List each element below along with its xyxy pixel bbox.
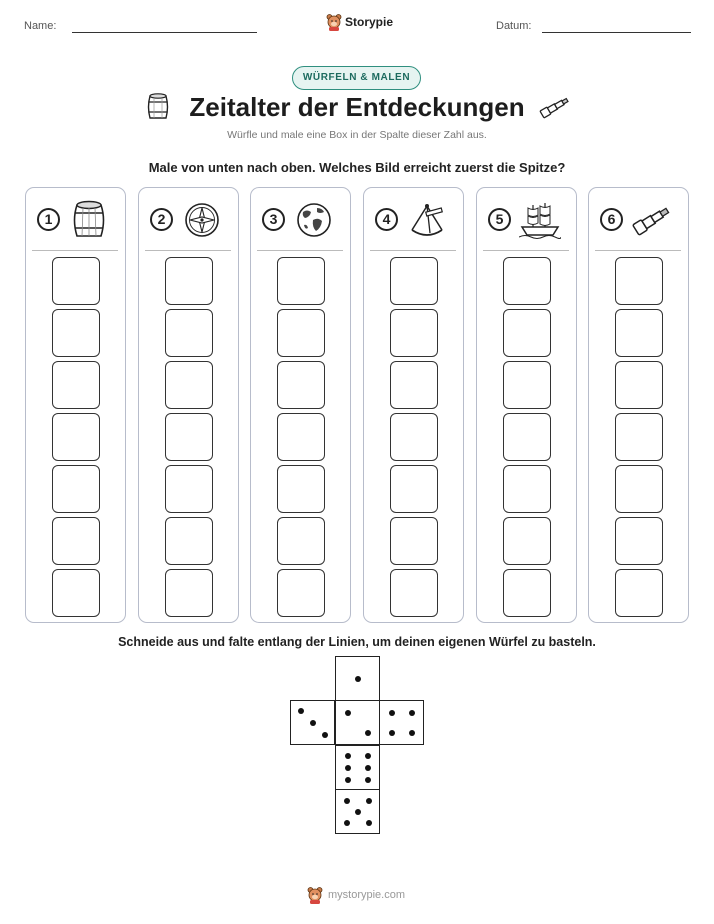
globe-icon [293, 200, 335, 240]
color-box[interactable] [615, 465, 663, 513]
pip [365, 765, 371, 771]
color-box[interactable] [277, 465, 325, 513]
column-6 [588, 187, 689, 623]
pip [322, 732, 328, 738]
color-box[interactable] [277, 517, 325, 565]
column-number: 3 [262, 208, 285, 231]
color-box[interactable] [165, 413, 213, 461]
pip [344, 798, 350, 804]
pip [365, 730, 371, 736]
brand-name: Storypie [345, 15, 394, 29]
column-number: 2 [150, 208, 173, 231]
column-2 [138, 187, 239, 623]
color-box[interactable] [390, 361, 438, 409]
name-line[interactable] [72, 32, 257, 33]
pip [344, 820, 350, 826]
column-number: 5 [488, 208, 511, 231]
pip [389, 710, 395, 716]
color-box[interactable] [390, 309, 438, 357]
pip [389, 730, 395, 736]
pip [366, 820, 372, 826]
column-4 [363, 187, 464, 623]
die-face-5 [335, 789, 380, 834]
spyglass-icon [538, 92, 572, 122]
die-face-1 [335, 656, 380, 701]
color-box[interactable] [503, 569, 551, 617]
column-divider [483, 250, 569, 251]
color-box[interactable] [165, 257, 213, 305]
color-box[interactable] [165, 517, 213, 565]
brand-logo [326, 13, 393, 31]
bear-mascot-icon [307, 886, 323, 904]
color-box[interactable] [390, 413, 438, 461]
color-box[interactable] [615, 569, 663, 617]
spyglass-icon [631, 200, 673, 240]
pip [409, 730, 415, 736]
color-box[interactable] [503, 465, 551, 513]
footer-url[interactable]: mystorypie.com [328, 889, 406, 901]
pip [345, 753, 351, 759]
color-box[interactable] [503, 413, 551, 461]
color-box[interactable] [165, 569, 213, 617]
pip [365, 777, 371, 783]
color-box[interactable] [503, 309, 551, 357]
color-box[interactable] [165, 465, 213, 513]
pip [355, 676, 361, 682]
pip [355, 809, 361, 815]
die-face-3 [290, 700, 335, 745]
pip [345, 765, 351, 771]
color-box[interactable] [52, 361, 100, 409]
color-box[interactable] [52, 465, 100, 513]
sextant-icon [406, 200, 448, 240]
color-box[interactable] [52, 569, 100, 617]
color-box[interactable] [277, 257, 325, 305]
column-divider [32, 250, 118, 251]
color-box[interactable] [503, 517, 551, 565]
color-box[interactable] [165, 361, 213, 409]
color-box[interactable] [615, 413, 663, 461]
color-box[interactable] [52, 309, 100, 357]
cut-instruction: Schneide aus und falte entlang der Linien, um deinen eigenen Würfel zu basteln. [118, 635, 596, 649]
compass-icon [181, 200, 223, 240]
pip [298, 708, 304, 714]
color-box[interactable] [503, 361, 551, 409]
pip [409, 710, 415, 716]
pip [345, 777, 351, 783]
question: Male von unten nach oben. Welches Bild erreicht zuerst die Spitze? [148, 160, 566, 175]
column-number: 6 [600, 208, 623, 231]
color-box[interactable] [165, 309, 213, 357]
footer [307, 886, 405, 904]
color-box[interactable] [615, 309, 663, 357]
barrel-icon [68, 200, 110, 240]
color-box[interactable] [615, 517, 663, 565]
name-label: Name: [24, 20, 57, 32]
column-divider [370, 250, 456, 251]
color-box[interactable] [615, 257, 663, 305]
column-divider [145, 250, 231, 251]
color-box[interactable] [503, 257, 551, 305]
column-divider [595, 250, 681, 251]
date-line[interactable] [542, 32, 691, 33]
column-5 [476, 187, 577, 623]
subtitle: Würfle und male eine Box in der Spalte dieser Zahl aus. [227, 129, 487, 141]
category-badge: WÜRFELN & MALEN [292, 66, 421, 90]
color-box[interactable] [390, 257, 438, 305]
pip [345, 710, 351, 716]
color-box[interactable] [277, 413, 325, 461]
color-box[interactable] [390, 517, 438, 565]
color-box[interactable] [52, 517, 100, 565]
color-box[interactable] [52, 257, 100, 305]
column-divider [257, 250, 343, 251]
color-box[interactable] [277, 309, 325, 357]
color-box[interactable] [52, 413, 100, 461]
die-face-2 [335, 700, 380, 745]
die-face-4 [379, 700, 424, 745]
pip [310, 720, 316, 726]
column-number: 1 [37, 208, 60, 231]
ship-icon [519, 200, 561, 240]
date-label: Datum: [496, 20, 532, 32]
pip [366, 798, 372, 804]
bear-mascot-icon [326, 13, 342, 31]
page-title: Zeitalter der Entdeckungen [189, 92, 525, 122]
color-box[interactable] [277, 569, 325, 617]
color-box[interactable] [277, 361, 325, 409]
color-box[interactable] [390, 569, 438, 617]
color-box[interactable] [390, 465, 438, 513]
color-box[interactable] [615, 361, 663, 409]
column-3 [250, 187, 351, 623]
die-face-6 [335, 745, 380, 790]
pip [365, 753, 371, 759]
column-number: 4 [375, 208, 398, 231]
column-1 [25, 187, 126, 623]
